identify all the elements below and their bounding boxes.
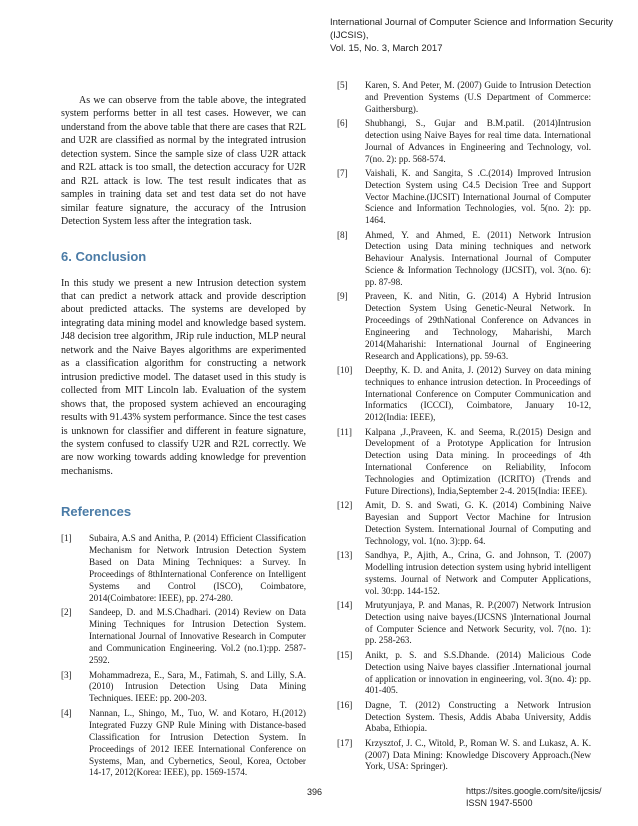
reference-number: [9] [337, 291, 348, 302]
reference-item [337, 427, 591, 498]
reference-item [61, 670, 306, 706]
reference-item [337, 738, 591, 774]
conclusion-heading: 6. Conclusion [61, 248, 147, 264]
reference-item [337, 230, 591, 289]
reference-number: [15] [337, 649, 353, 660]
reference-text: Praveen, K. and Nitin, G. (2014) A Hybrid Intrusion Detection System Using Genetic-Neural Network. In Proceedings of 29thNational Conference on Advances in Engineering and Technology, Maharishi, March 2014(Maharishi: International Journal of Engineering Research and Applications), pp. 59-63. [365, 291, 591, 361]
reference-text: Amit, D. S. and Swati, G. K. (2014) Combining Naive Bayesian and Support Vector Machine for Intrusion Detection System. International Journal of Computing and Technology, vol. 1(no. 3):pp. 64. [365, 500, 591, 546]
conclusion-paragraph: In this study we present a new Intrusion detection system that can predict a network attack and provide description about predicted attacks. The systems are developed by integrating data mining model and knowledge based system. J48 decision tree algorithm, JRip rule induction, MLP neural network and the Naive Bayes algorithms are experimented as a classification algorithm for constructing a network intrusion predictive model. The dataset used in this study is collected from MIT Lincoln lab. Evaluation of the system shows that, the proposed system achieved an encouraging results with 91.43% system performance. Since the test cases is unknown for classifier and different in feature signature, the system confused to classify U2R and R2L correctly. We are now working towards adding knowledge for prevention mechanisms. [61, 277, 306, 477]
reference-number: [3] [61, 669, 72, 680]
reference-item [61, 533, 306, 604]
reference-item [337, 365, 591, 424]
reference-text: Shubhangi, S., Gujar and B.M.patil. (2014)Intrusion detection using Naive Bayes for real time data. International Journal of Advances in Engineering and Technology, vol. 7(no. 2): pp. 568-574. [365, 118, 591, 164]
reference-item [337, 168, 591, 227]
reference-item [337, 600, 591, 647]
reference-text: Deepthy, K. D. and Anita, J. (2012) Survey on data mining techniques to enhance intrusion detection. In Proceedings of International Conference on Computer Communication and Informatics (ICCCI), Coimbatore, January 10-12, 2012(India: IEEE), [365, 364, 591, 423]
footer-info [466, 785, 626, 809]
reference-item [337, 650, 591, 697]
footer-issn: ISSN 1947-5500 [466, 798, 533, 808]
reference-number: [2] [61, 607, 72, 618]
reference-number: [7] [337, 167, 348, 178]
page-number: 396 [307, 787, 323, 797]
reference-number: [1] [61, 533, 72, 544]
reference-text: Subaira, A.S and Anitha, P. (2014) Efficient Classification Mechanism for Network Intrusion Detection System Based on Data Mining Techniques: a Survey. In Proceedings of 8thInternational Conference on Intelligent Systems and Control (ISCO), Coimbatore, 2014(Coimbatore: IEEE), pp. 274-280. [89, 533, 306, 603]
reference-text: Nannan, L., Shingo, M., Tuo, W. and Kotaro, H.(2012) Integrated Fuzzy GNP Rule Mining with Distance-based Classification for Intrusion Detection System. In Proceedings of 2012 IEEE International Conference on Systems, Man, and Cybernetics, Seoul, Korea, October 14-17, 2012(Korea: IEEE), pp. 1569-1574. [89, 708, 306, 778]
references-heading: References [61, 504, 132, 520]
reference-text: Kalpana ,J.,Praveen, K. and Seema, R.(2015) Design and Development of a Prototype Application for Intrusion Detection using Data mining. In proceedings of 4th International Conference on Reliability, Infocom Technologies and Optimization (ICRITO) (Trends and Future Directions), India,September 2-4. 2015(India: IEEE). [365, 426, 591, 496]
reference-text: Sandhya, P., Ajith, A., Crina, G. and Johnson, T. (2007) Modelling intrusion detection system using hybrid intelligent systems. Journal of Network and Computer Applications, vol. 30:pp. 144-152. [365, 550, 591, 596]
journal-header [330, 16, 630, 55]
reference-text: Anikt, p. S. and S.S.Dhande. (2014) Malicious Code Detection using Naive bayes classifier .International journal of application or innovation in engineering, vol. 3(no. 4): pp. 401-405. [365, 649, 591, 696]
reference-item [337, 500, 591, 547]
results-paragraph: As we can observe from the table above, the integrated system performs better in all test cases. However, we can understand from the above table that there are cases that R2L and U2R are classified as normal by the integrated intrusion detection system. Since the sample size of class U2R attack and R2L attack is too small, the detection accuracy for U2R and R2L attack is low. The test result indicates that as samples in training data set and test data set do not have similar feature signature, the accuracy of the Intrusion Detection System less after the integration task. [61, 95, 306, 228]
reference-text: Vaishali, K. and Sangita, S .C.(2014) Improved Intrusion Detection System using C4.5 Decision Tree and Support Vector Machine.(IJCSIT) International Journal of Computer Science and Information Technologies, vol. 5(no. 2): pp. 1464. [365, 167, 591, 226]
footer-url: https://sites.google.com/site/ijcsis/ [466, 786, 602, 796]
reference-item [61, 607, 306, 666]
reference-number: [6] [337, 118, 348, 129]
reference-number: [12] [337, 500, 353, 511]
reference-number: [10] [337, 364, 353, 375]
right-column [337, 80, 591, 776]
reference-text: Ahmed, Y. and Ahmed, E. (2011) Network Intrusion Detection using Data mining techniques and network Behaviour Analysis. International Journal of Computer Science & Information Technology (IJCSIT), vol. 3(no. 6): pp. 87-98. [365, 229, 591, 287]
reference-number: [16] [337, 699, 353, 710]
reference-text: Mohammadreza, E., Sara, M., Fatimah, S. and Lilly, S.A. (2010) Intrusion Detection Using Data Mining Techniques. IEEE: pp. 200-203. [89, 669, 306, 704]
left-column [61, 94, 306, 782]
reference-text: Karen, S. And Peter, M. (2007) Guide to Intrusion Detection and Prevention Systems (U.S Department of Commerce: Gaithersburg). [365, 80, 591, 114]
reference-number: [14] [337, 599, 353, 610]
reference-text: Krzysztof, J. C., Witold, P., Roman W. S. and Lukasz, A. K. (2007) Data Mining: Knowledge Discovery Approach.(New York, USA: Springer). [365, 737, 591, 772]
reference-number: [8] [337, 229, 348, 240]
reference-list-left [61, 533, 306, 779]
reference-item [337, 291, 591, 362]
reference-item [337, 700, 591, 736]
reference-number: [17] [337, 737, 353, 748]
reference-text: Sandeep, D. and M.S.Chadhari. (2014) Review on Data Mining Techniques for Intrusion Detection System. International Journal of Innovative Research in Computer and Communication Engineering. Vol.2 (no.1):pp. 2587-2592. [89, 607, 306, 665]
reference-item [337, 80, 591, 116]
journal-title: International Journal of Computer Science and Information Security (IJCSIS), [330, 17, 614, 41]
reference-number: [5] [337, 80, 348, 90]
reference-text: Dagne, T. (2012) Constructing a Network Intrusion Detection System. Thesis, Addis Ababa University, Addis Ababa, Ethiopia. [365, 699, 591, 734]
reference-item [61, 708, 306, 779]
reference-number: [13] [337, 550, 353, 561]
reference-item [337, 118, 591, 165]
reference-text: Mrutyunjaya, P. and Manas, R. P.(2007) Network Intrusion Detection using naive bayes.(IJCSNS )International Journal of Computer Science and Network Security, vol. 7(no. 1): pp. 258-263. [365, 599, 591, 646]
journal-volume: Vol. 15, No. 3, March 2017 [330, 43, 443, 54]
reference-number: [4] [61, 708, 72, 719]
reference-number: [11] [337, 426, 352, 437]
reference-item [337, 550, 591, 597]
